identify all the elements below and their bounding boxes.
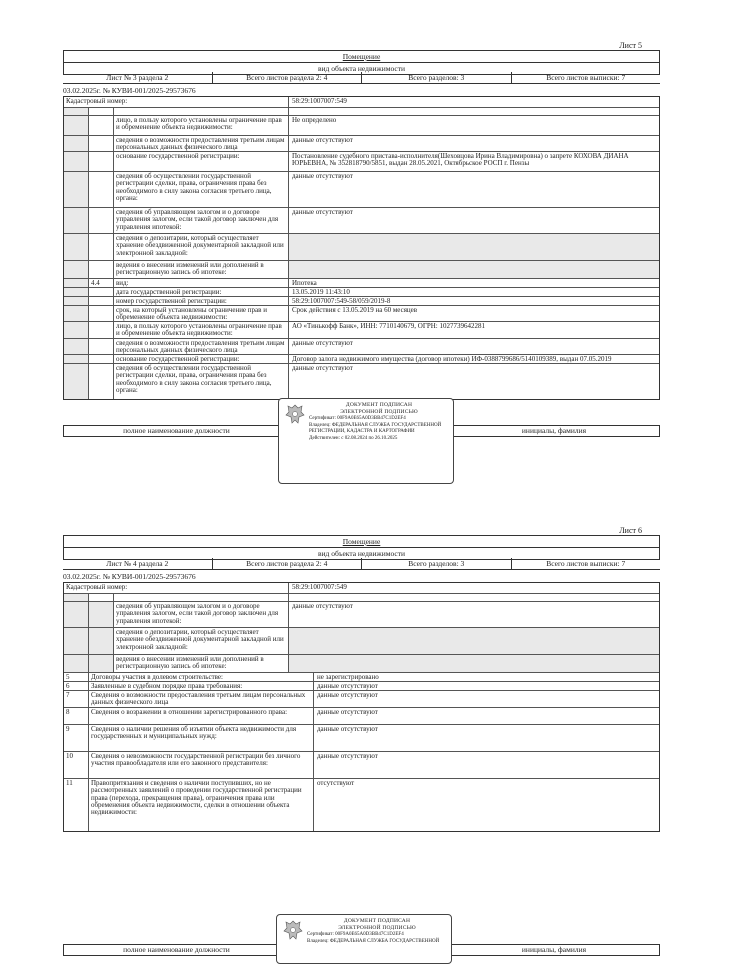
table-row: 9 Сведения о наличии решения об изъятии объекта недвижимости для государственных и муниципальных нужд: данные отсутствуют: [64, 725, 659, 752]
object-header: [63, 535, 660, 560]
footer-position-label: полное наименование должности: [123, 426, 230, 435]
coat-of-arms-icon: [283, 919, 303, 941]
cadastral-row: [64, 583, 659, 594]
electronic-signature-stamp: ДОКУМЕНТ ПОДПИСАН ЭЛЕКТРОННОЙ ПОДПИСЬЮ Сертификат: 00F9A0E65A0D3BB47C1D2EF4 Владелец: ФЕДЕРАЛЬНАЯ СЛУЖБА ГОСУДАРСТВЕННОЙ: [276, 914, 452, 964]
table-row: ведения о внесении изменений или дополнений в регистрационную запись об ипотеке:: [64, 655, 659, 673]
table-row: сведения об осуществлении государственной регистрации сделки, права, ограничения права без необходимого в силу закона согласия третьего лица, органа: данные отсутствуют: [64, 364, 659, 399]
table-row: 5 Договоры участия в долевом строительстве: не зарегистрировано: [64, 673, 659, 682]
object-title: Помещение: [342, 537, 381, 546]
cadastral-label: Кадастровый номер:: [64, 97, 289, 107]
sheet-number: Лист 6: [619, 526, 642, 535]
table-row: сведения об осуществлении государственной регистрации сделки, права, ограничения права без необходимого в силу закона согласия третьего лица, органа: данные отсутствуют: [64, 172, 659, 208]
meta-total-extract-sheets: Всего листов выписки: 7: [511, 558, 661, 570]
sheet-meta: [63, 558, 660, 570]
table-row: дата государственной регистрации: 13.05.2019 11:43:10: [64, 288, 659, 297]
table-row: сведения о депозитарии, который осуществляет хранение обездвиженной документарной закладной или электронной закладной:: [64, 628, 659, 655]
meta-sheet-of-section: Лист № 4 раздела 2: [63, 558, 212, 570]
table-row: 4.4 вид: Ипотека: [64, 279, 659, 288]
table-row: 10 Сведения о невозможности государственной регистрации без личного участия правообладателя или его законного представителя: данные отсутствуют: [64, 752, 659, 779]
table-row: сведения о возможности предоставления третьим лицам персональных данных физического лица данные отсутствуют: [64, 339, 659, 355]
record-table: [63, 582, 660, 832]
table-row: основание государственной регистрации: Договор залога недвижимого имущества (договор ипотеки) ИФ-0388799686/5140109389, выдан 07.05.2019: [64, 355, 659, 364]
electronic-signature-stamp: ДОКУМЕНТ ПОДПИСАН ЭЛЕКТРОННОЙ ПОДПИСЬЮ Сертификат: 00F9A0E65A0D3BB47C1D2EF4 Владелец: ФЕДЕРАЛЬНАЯ СЛУЖБА ГОСУДАРСТВЕННОЙ РЕГИСТРАЦИИ, КАДАСТРА И КАРТОГРАФИИ Действителен: с 02.08.2024 по 26.10.2025: [278, 398, 454, 484]
object-title: Помещение: [342, 52, 381, 61]
record-table: [63, 96, 660, 400]
table-row: сведения об управляющем залогом и о договоре управления залогом, если такой договор заключен для управления ипотекой: данные отсутствуют: [64, 208, 659, 234]
table-row: номер государственной регистрации: 58:29:1007007:549-58/059/2019-8: [64, 297, 659, 306]
table-row: 8 Сведения о возражении в отношении зарегистрированного права: данные отсутствуют: [64, 708, 659, 725]
object-subtitle: вид объекта недвижимости: [317, 64, 406, 73]
sheet-meta: [63, 72, 660, 84]
coat-of-arms-icon: [285, 403, 305, 425]
document-number: 03.02.2025г. № КУВИ-001/2025-29573676: [63, 86, 196, 95]
table-row: сведения об управляющем залогом и о договоре управления залогом, если такой договор заключен для управления ипотекой: данные отсутствуют: [64, 602, 659, 628]
document-number: 03.02.2025г. № КУВИ-001/2025-29573676: [63, 572, 196, 581]
footer-name-label: инициалы, фамилия: [521, 426, 587, 435]
footer-position-label: полное наименование должности: [123, 945, 230, 954]
table-row: 6 Заявленные в судебном порядке права требования: данные отсутствуют: [64, 682, 659, 691]
table-row: сведения о возможности предоставления третьим лицам персональных данных физического лица данные отсутствуют: [64, 136, 659, 152]
object-subtitle: вид объекта недвижимости: [317, 549, 406, 558]
cadastral-label: Кадастровый номер:: [64, 583, 289, 593]
cadastral-value: 58:29:1007007:549: [292, 97, 347, 105]
table-row: основание государственной регистрации: Постановление судебного пристава-исполнителя(Шеховцова Ирина Владимировна) о запрете КОХОВА ДИАНА ЮРЬЕВНА, № 352818790/5851, выдан 28.05.2021, Октябрьское РОСП г. Пензы: [64, 152, 659, 172]
meta-total-sections: Всего разделов: 3: [361, 558, 511, 570]
cadastral-value: 58:29:1007007:549: [292, 583, 347, 591]
meta-total-sections: Всего разделов: 3: [361, 72, 511, 84]
cadastral-row: [64, 97, 659, 108]
table-row: срок, на который установлены ограничение прав и обременение объекта недвижимости: Срок действия с 13.05.2019 на 60 месяцев: [64, 306, 659, 322]
meta-total-section-sheets: Всего листов раздела 2: 4: [212, 558, 362, 570]
meta-total-extract-sheets: Всего листов выписки: 7: [511, 72, 661, 84]
table-row: лицо, в пользу которого установлены ограничение прав и обременение объекта недвижимости: Не определено: [64, 116, 659, 136]
table-row: 11 Правопритязания и сведения о наличии поступивших, но не рассмотренных заявлений о проведении государственной регистрации права (перехода, прекращения права), ограничения права или обременения объекта недвижимости, сделки в отношении объекта недвижимости: отсутствуют: [64, 779, 659, 831]
table-row: 7 Сведения о возможности предоставления третьим лицам персональных данных физического лица данные отсутствуют: [64, 691, 659, 708]
sheet-number: Лист 5: [619, 41, 642, 50]
meta-sheet-of-section: Лист № 3 раздела 2: [63, 72, 212, 84]
table-row: лицо, в пользу которого установлены ограничение прав и обременение объекта недвижимости: АО «Тинькофф Банк», ИНН: 7710140679, ОГРН: 1027739642281: [64, 322, 659, 339]
table-row: сведения о депозитарии, который осуществляет хранение обездвиженной документарной закладной или электронной закладной:: [64, 234, 659, 261]
meta-total-section-sheets: Всего листов раздела 2: 4: [212, 72, 362, 84]
table-row: ведения о внесении изменений или дополнений в регистрационную запись об ипотеке:: [64, 261, 659, 279]
footer-name-label: инициалы, фамилия: [521, 945, 587, 954]
